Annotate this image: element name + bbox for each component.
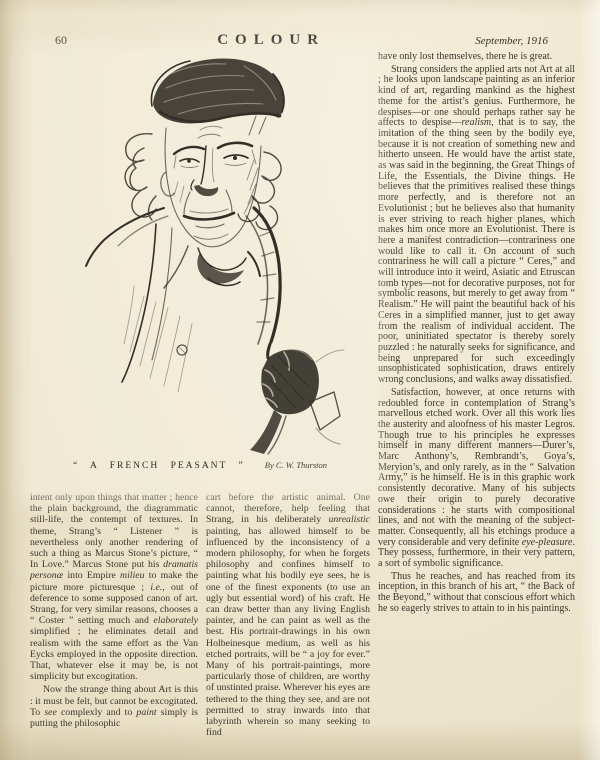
magazine-title: COLOUR (217, 32, 326, 48)
page-number: 60 (55, 33, 67, 47)
coat-sketch (86, 208, 192, 392)
paragraph: Strang considers the applied arts not Art at all ; he looks upon landscape painting as an inferior kind of art, regarding mankind as the highest theme for the artist’s genius. Furthermore, he despises—or one should perhaps rather say he affects to despise—realism, that is to say, the imitation of the thing seen by the bodily eye, because it is not creation of something new and hitherto unseen. He would have the artist state, as was said in the beginning, the Great Things of Life, the Essentials, the Divine things. He believes that the primitives realised these things more perfectly, and is therefore not an Evolutionist ; but he believes also that humanity is ever striving to reach higher planes, which makes him once more an Evolutionist. There is here a manifest contradiction—contrariness one would like to call it. On account of such contrariness he will call a picture “ Ceres,” and will introduce into it weird, Asiatic and Etruscan tomb types—not for decorative purposes, not for symbolic reasons, but merely to get away from “ Realism.” He will paint the beautiful back of his Ceres in a simplified manner, just to get away from the realism of individual accident. The poor, uninitiated spectator is thereby sorely puzzled : he naturally seeks for significance, and being unprepared for such exceedingly unsophisticated sophistication, draws entirely wrong conclusions, and walks away dissatisfied. (378, 63, 576, 386)
paragraph: cart before the artistic animal. One cannot, therefore, help feeling that Strang, in his deliberately unrealistic painting, has allowed himself to be influenced by the inconsistency of a modern philosophy, for when he forgets philosophy and confines himself to painting what his bodily eye sees, he is one of the finest exponents (to use an ugly but essential word) of his craft. He can draw better than any living English painter, and he can paint as well as the best. His portrait-drawings in his own Holbeinesque medium, as well as his etched portraits, will be “ a joy for ever.” Many of his portrait-paintings, more particularly those of children, are worthy of unstinted praise. Wherever his eyes are tethered to the thing they see, and are not permitted to stray inwards into that labyrinth wherein so many seeking to find (206, 492, 370, 739)
text-column-middle (206, 492, 370, 738)
paragraph: intent only upon things that matter ; hence the plain background, the diagrammatic still-life, the contempt of textures. In theme, Strang’s “ Listener ” is nevertheless only another rendering of such a thing as Marcus Stone’s picture, “ In Love.” Marcus Stone put his dramatis personæ into Empire milieu to make the picture more picturesque ; i.e., out of deference to some supposed canon of art. Strang, for very similar reasons, chooses a “ Coster ” setting much and elaborately simplified ; he eliminates detail and realism with the same effort as the Van Eycks employed in the opposite direction. That, whatever else it may be, is not simplicity but excogitation. (30, 492, 199, 683)
artwork-caption: “ A FRENCH PEASANT ” (72, 461, 245, 471)
artwork-caption-row (30, 460, 370, 471)
paragraph: Satisfaction, however, at once returns with redoubled force in contemplation of Strang’s marvellous etched work. Over all this work lies the austerity and aloofness of his master Legros. Though true to his principles he expresses himself in many different manners—Durer’s, Marc Anthony’s, Rembrandt’s, Goya’s, Meryion’s, and only rarely, as in the “ Salvation Army,” is he himself. He is in this graphic work consistently decorative. Many of his subjects owe their origin to purely decorative considerations : he starts with compositional lines, and not with the meaning of the subject-matter. Consequently, all his etchings produce a very considerable and very definite eye-pleasure. They possess, furthermore, in their very pattern, a sort of symbolic significance. (378, 386, 575, 570)
arm-sketch (246, 208, 280, 358)
artwork-credit: By C. W. Thurston (264, 460, 328, 470)
page-header (55, 32, 548, 49)
paragraph: Thus he reaches, and has reached from its inception, in this branch of his art, “ the Back of the Beyond,” without that conscious effort which he so eagerly strives to attain to in his paintings. (378, 570, 575, 614)
fist-sketch (250, 349, 344, 454)
face-sketch (161, 126, 261, 247)
peasant-sketch-image (48, 56, 350, 461)
scarf-sketch (197, 248, 260, 285)
paragraph: Now the strange thing about Art is this : it must be felt, but cannot be excogitated. To see complexly and to paint simply is putting the philosophic (30, 684, 198, 730)
page-body (30, 52, 575, 738)
artwork-plate (30, 52, 370, 492)
text-column-left (30, 492, 198, 738)
cap-sketch (151, 58, 284, 135)
issue-date: September, 1916 (475, 35, 548, 47)
text-column-right (378, 52, 575, 738)
paragraph: have only lost themselves, there he is great. (378, 51, 553, 62)
